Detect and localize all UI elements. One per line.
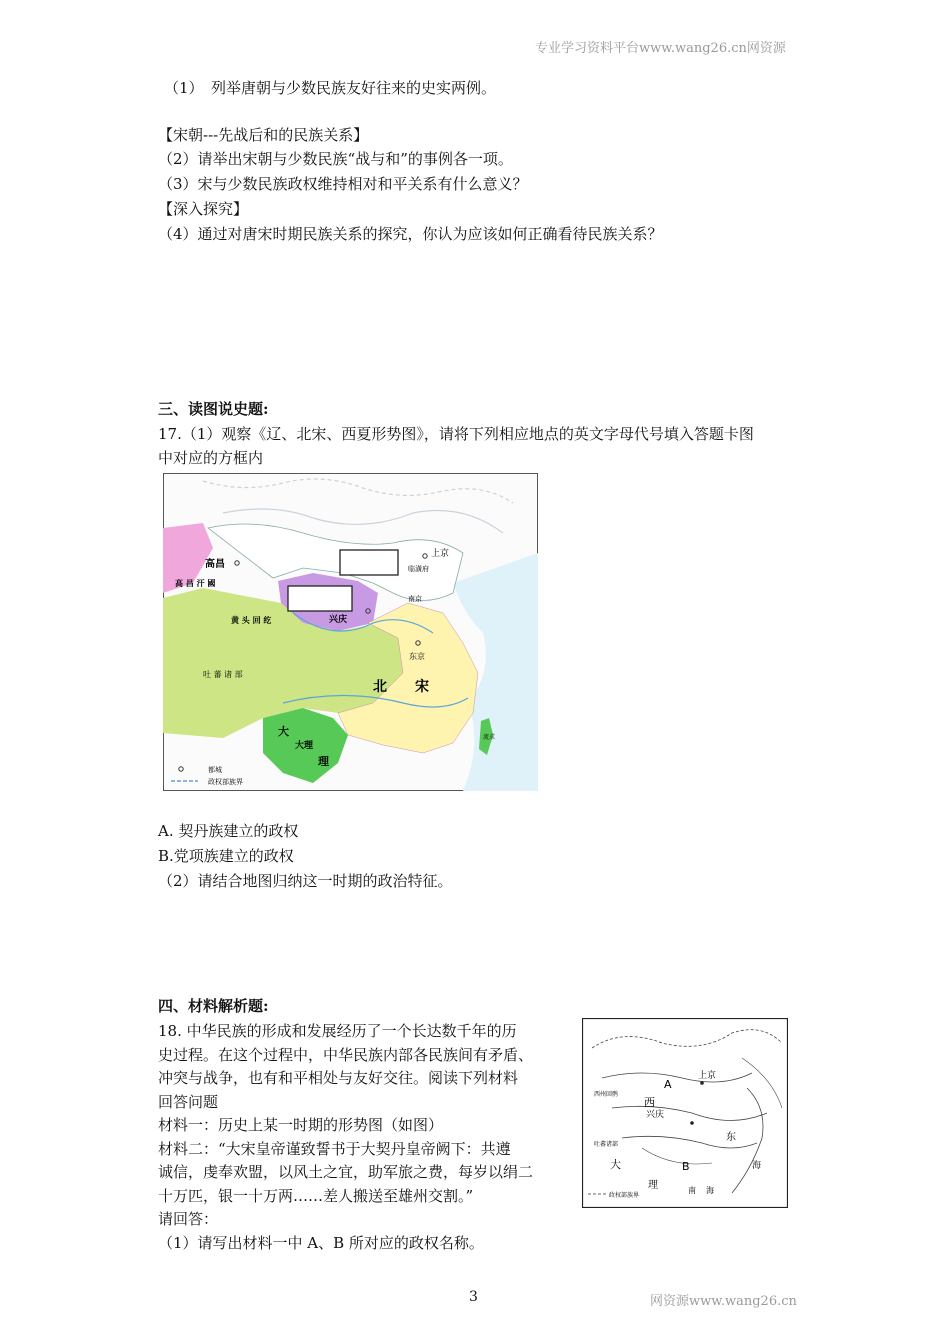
question-3: （3）宋与少数民族政权维持相对和平关系有什么意义？	[158, 175, 528, 193]
q18-line: 18. 中华民族的形成和发展经历了一个长达数千年的历	[158, 1022, 517, 1040]
question-1: （1） 列举唐朝与少数民族友好往来的史实两例。	[164, 79, 497, 97]
map2-label-xi: 西	[644, 1096, 655, 1109]
section3-heading: 三、读图说史题:	[158, 400, 269, 418]
song-heading: 【宋朝---先战后和的民族关系】	[158, 126, 369, 144]
q18-line: 史过程。在这个过程中，中华民族内部各民族间有矛盾、	[158, 1045, 534, 1064]
question-2: （2）请举出宋朝与少数民族“战与和”的事例各一项。	[158, 150, 513, 168]
map2-label-xizhou: 西州回鹘	[594, 1091, 619, 1098]
label-xingqing: 兴庆	[329, 615, 348, 625]
label-gaochang-huihu: 高 昌 汗 國	[175, 579, 216, 588]
q18-line: （1）请写出材料一中 A、B 所对应的政权名称。	[158, 1233, 484, 1252]
map2-label-nan: 南	[688, 1186, 696, 1195]
legend-border: 政权部族界	[208, 778, 243, 786]
label-gaochang: 高昌	[205, 559, 225, 570]
label-huangtou: 黄 头 回 纥	[231, 616, 272, 625]
map2-legend: 政权部族界	[609, 1192, 640, 1199]
q18-line: 冲突与战争，也有和平相处与友好交往。阅读下列材料	[158, 1069, 519, 1087]
label-shangjing: 上京	[431, 549, 450, 559]
question-4: （4）通过对唐宋时期民族关系的探究，你认为应该如何正确看待民族关系？	[158, 225, 663, 243]
map2-label-hai1: 海	[706, 1186, 714, 1195]
map2-label-b: B	[682, 1160, 690, 1173]
q18-line: 材料一：历史上某一时期的形势图（如图）	[158, 1116, 444, 1134]
label-nanjing: 南京	[408, 595, 422, 603]
q18-line: 十万匹，银一十万两……差人搬送至雄州交割。”	[158, 1186, 474, 1205]
map2-label-a: A	[664, 1078, 672, 1091]
question-17-line1: 17.（1）观察《辽、北宋、西夏形势图》，请将下列相应地点的英文字母代号填入答题卡图	[158, 425, 754, 443]
label-dongjing: 东京	[409, 652, 425, 661]
option-b: B.党项族建立的政权	[158, 847, 294, 865]
label-beisong: 北 宋	[373, 679, 429, 695]
legend-capital: 都城	[208, 766, 222, 774]
page-number: 3	[469, 1289, 478, 1305]
footer-site: 网资源www.wang26.cn	[650, 1294, 797, 1309]
q18-line: 回答问题	[158, 1092, 219, 1111]
map2-label-tufan: 吐蕃诸部	[594, 1141, 619, 1148]
label-dali-li: 理	[318, 755, 329, 768]
map2-label-dong: 东	[726, 1132, 736, 1143]
map2-label-li: 理	[648, 1180, 658, 1191]
answer-box-upper[interactable]	[340, 550, 398, 575]
label-dali-da: 大	[278, 725, 289, 738]
answer-box-lower[interactable]	[288, 586, 352, 611]
question-17-2: （2）请结合地图归纳这一时期的政治特征。	[158, 872, 453, 890]
label-linhuang: 临潢府	[408, 565, 429, 573]
label-tufan: 吐 蕃 诸 部	[203, 670, 243, 679]
map2-label-hai2: 海	[752, 1161, 762, 1171]
q18-line: 请回答：	[158, 1210, 219, 1228]
label-dali-city: 大理	[295, 741, 314, 751]
header-site: 专业学习资料平台www.wang26.cn网资源	[535, 41, 786, 56]
deep-heading: 【深入探究】	[158, 200, 249, 218]
section4-heading: 四、材料解析题:	[158, 997, 269, 1015]
situation-map	[582, 1018, 788, 1208]
label-liuqiu: 流求	[483, 734, 496, 741]
map2-label-shangjing: 上京	[698, 1071, 717, 1081]
liao-song-xixia-map	[163, 473, 538, 791]
q18-line: 材料二：“大宋皇帝谨致誓书于大契丹皇帝阙下：共遵	[158, 1139, 511, 1158]
question-17-line2: 中对应的方框内	[158, 449, 264, 467]
map2-label-da: 大	[610, 1158, 621, 1171]
q18-line: 诚信，虔奉欢盟，以风土之宜，助军旅之费，每岁以绢二	[158, 1163, 534, 1181]
map2-label-xingqing: 兴庆	[646, 1110, 665, 1120]
option-a: A. 契丹族建立的政权	[158, 822, 299, 840]
question-18-text	[158, 1020, 568, 1255]
